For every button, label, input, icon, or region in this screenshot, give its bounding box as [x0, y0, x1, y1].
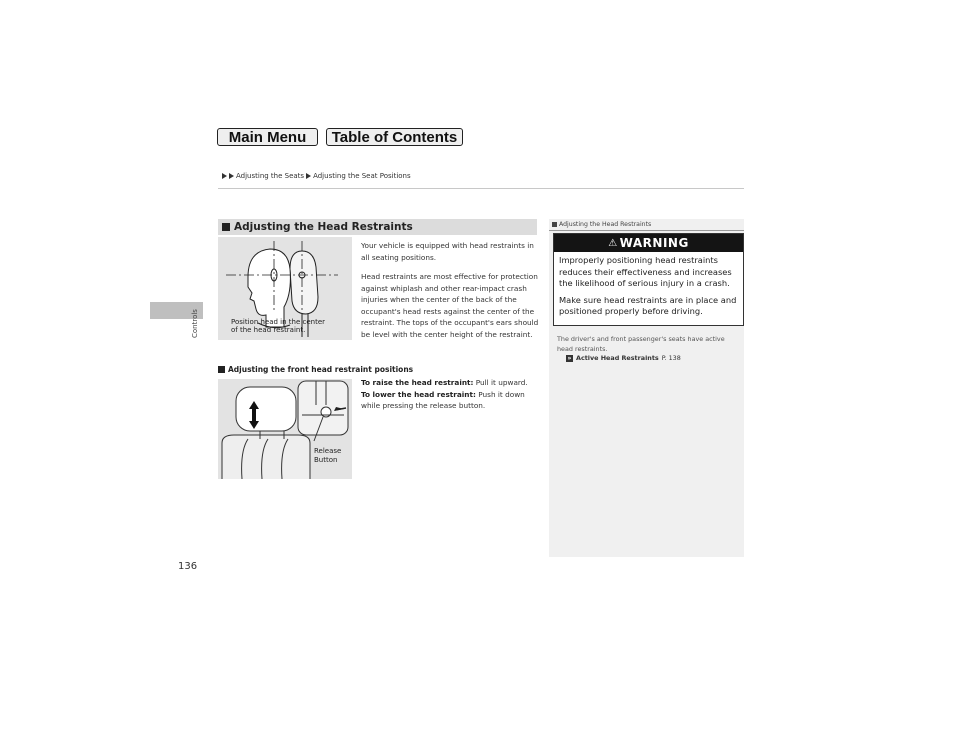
effectiveness-paragraph: Head restraints are most effective for protection against whiplash and other rear-impact crash injuries when the center of the back of the occupant's head rests against the center of the restraint. The tops of the occupant's ears should be level with the center height of the restraint. [361, 272, 539, 339]
table-of-contents-button[interactable]: Table of Contents [326, 128, 463, 146]
figure2-caption-line1: Release [314, 447, 342, 455]
lower-text: Push it down while pressing the release button. [361, 389, 525, 410]
section-body [361, 240, 539, 348]
warning-paragraph-1: Improperly positioning head restraints reduces their effectiveness and increases the likelihood of serious injury in a crash. [559, 255, 732, 288]
section-heading [218, 219, 537, 235]
warning-text [559, 255, 741, 323]
cross-reference-page: P. 138 [661, 354, 681, 362]
breadcrumb-arrow-icon [306, 173, 311, 179]
raise-label: To raise the head restraint: [361, 378, 474, 387]
side-notes-title [552, 221, 651, 228]
subsection-body [361, 377, 539, 412]
subsection-heading [218, 365, 413, 374]
header-divider [218, 188, 744, 189]
warning-box [553, 233, 744, 326]
reference-arrow-icon: » [567, 354, 572, 362]
section-title: Adjusting the Head Restraints [234, 221, 413, 233]
raise-instruction [361, 377, 539, 389]
breadcrumb-link-seats[interactable]: Adjusting the Seats [236, 172, 305, 180]
warning-paragraph-2: Make sure head restraints are in place and positioned properly before driving. [559, 294, 737, 316]
warning-header [554, 234, 743, 252]
cross-reference-link[interactable] [566, 354, 681, 362]
raise-text: Pull it upward. [473, 378, 528, 387]
subsection-title: Adjusting the front head restraint positions [228, 365, 414, 374]
lower-instruction [361, 389, 539, 412]
cross-reference-label[interactable]: Active Head Restraints [576, 354, 659, 362]
page-number: 136 [178, 561, 198, 572]
main-menu-button[interactable]: Main Menu [217, 128, 318, 146]
breadcrumb-current: Adjusting the Seat Positions [313, 172, 411, 180]
subsection-bullet-icon [218, 366, 225, 373]
breadcrumb-arrow-icon [229, 173, 234, 179]
warning-title: WARNING [619, 236, 689, 250]
side-notes-divider [549, 230, 744, 231]
breadcrumb-arrow-icon [222, 173, 227, 179]
figure1-caption [231, 318, 325, 334]
warning-icon: ⚠ [608, 238, 618, 249]
figure2-caption-line2: Button [314, 456, 338, 464]
side-notes-title-text: Adjusting the Head Restraints [559, 221, 652, 228]
intro-paragraph: Your vehicle is equipped with head restraints in all seating positions. [361, 241, 534, 262]
lower-label: To lower the head restraint: [361, 389, 476, 399]
chapter-label: Controls [191, 309, 199, 338]
figure1-caption-line1: Position head in the center [231, 318, 326, 326]
section-bullet-icon [222, 223, 230, 231]
breadcrumb [222, 172, 411, 180]
side-note: The driver's and front passenger's seats have active head restraints. [557, 335, 725, 353]
figure1-caption-line2: of the head restraint. [231, 326, 306, 334]
figure2-caption [314, 447, 341, 465]
note-marker-icon [552, 222, 557, 227]
